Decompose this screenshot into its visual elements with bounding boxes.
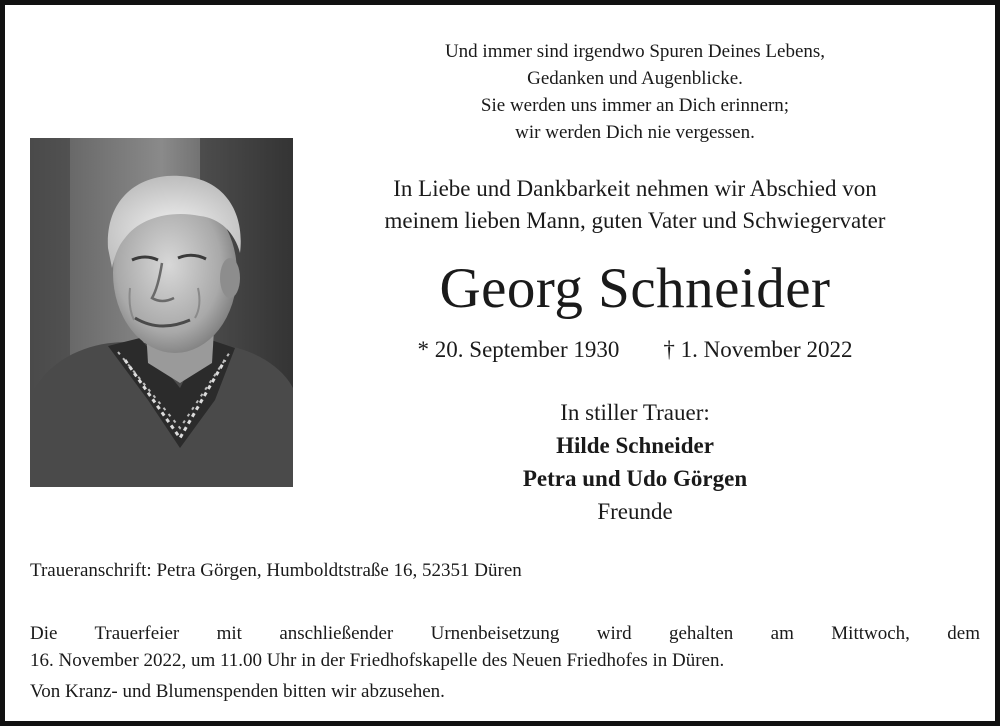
- intro-line: In Liebe und Dankbarkeit nehmen wir Abschied von: [393, 176, 877, 201]
- poem: [335, 38, 935, 146]
- deceased-name: Georg Schneider: [439, 257, 831, 320]
- life-dates: [335, 334, 935, 366]
- poem-line: wir werden Dich nie vergessen.: [515, 122, 755, 143]
- ceremony-notice: [30, 620, 980, 705]
- flowers-note: Von Kranz- und Blumenspenden bitten wir abzusehen.: [30, 681, 445, 702]
- mourning-heading: In stiller Trauer:: [560, 400, 710, 425]
- poem-line: Gedanken und Augenblicke.: [527, 68, 743, 89]
- mourners-block: [335, 396, 935, 528]
- farewell-intro: [335, 173, 935, 237]
- friends-label: Freunde: [597, 499, 673, 524]
- ceremony-line: Die Trauerfeier mit anschließender Urnenbeisetzung wird gehalten am Mittwoch, dem: [30, 623, 980, 644]
- poem-line: Sie werden uns immer an Dich erinnern;: [480, 95, 790, 116]
- mourner-name: Hilde Schneider: [556, 433, 714, 458]
- poem-line: Und immer sind irgendwo Spuren Deines Lebens,: [444, 41, 826, 62]
- mourner-name: Petra und Udo Görgen: [522, 466, 748, 491]
- birth-date: * 20. September 1930: [417, 337, 620, 362]
- ceremony-line: 16. November 2022, um 11.00 Uhr in der Friedhofskapelle des Neuen Friedhofes in Düren.: [30, 650, 725, 671]
- mourning-address: Traueranschrift: Petra Görgen, Humboldtstraße 16, 52351 Düren: [30, 560, 522, 581]
- portrait-photo: [30, 138, 293, 487]
- intro-line: meinem lieben Mann, guten Vater und Schwiegervater: [384, 208, 886, 233]
- death-date: † 1. November 2022: [663, 337, 853, 362]
